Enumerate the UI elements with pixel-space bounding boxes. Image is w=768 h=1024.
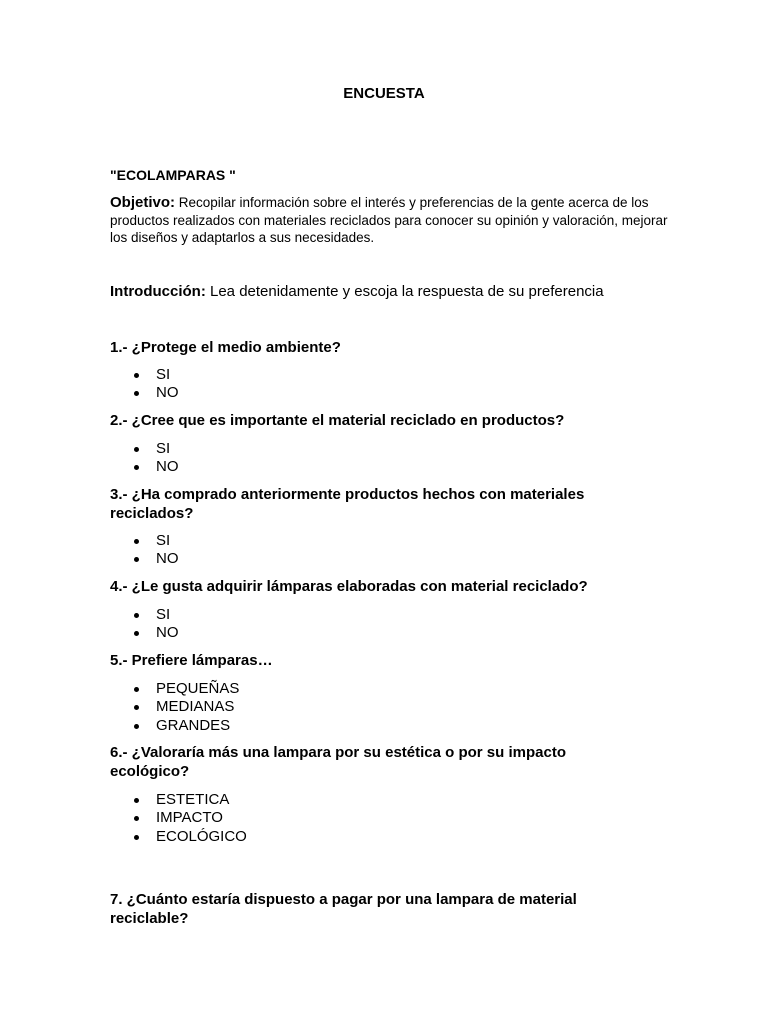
question-2: 2.- ¿Cree que es importante el material reciclado en productos?: [110, 412, 565, 429]
bullet-icon: [134, 631, 139, 636]
option-label: MEDIANAS: [156, 698, 235, 716]
bullet-icon: [134, 391, 139, 396]
option-item: [110, 624, 179, 642]
bullet-icon: [134, 447, 139, 452]
option-label: SI: [156, 440, 171, 457]
option-label: IMPACTO: [156, 809, 223, 827]
introduction-paragraph: [110, 283, 710, 301]
option-item: [110, 366, 179, 384]
bullet-icon: [134, 465, 139, 470]
bullet-icon: [134, 724, 139, 729]
question-3-options: [110, 532, 179, 569]
question-2-options: [110, 440, 179, 477]
question-6: 6.- ¿Valoraría más una lampara por su estética o por su impacto ecológico?: [110, 744, 566, 780]
option-label: PEQUEÑAS: [156, 680, 240, 697]
bullet-icon: [134, 816, 139, 821]
bullet-icon: [134, 557, 139, 562]
option-label: NO: [156, 624, 179, 642]
option-item: [110, 698, 239, 716]
option-label: SI: [156, 532, 171, 549]
option-label: NO: [156, 550, 179, 568]
option-item: [110, 532, 179, 550]
survey-name: "ECOLAMPARAS ": [110, 167, 236, 183]
bullet-icon: [134, 705, 139, 710]
introduction-text: Lea detenidamente y escoja la respuesta de su preferencia: [205, 283, 604, 300]
bullet-icon: [134, 835, 139, 840]
option-item: [110, 440, 179, 458]
option-label: NO: [156, 384, 179, 402]
question-1: 1.- ¿Protege el medio ambiente?: [110, 339, 341, 356]
option-item: [110, 384, 179, 402]
objective-text: Recopilar información sobre el interés y preferencias de la gente acerca de los productos realizados con materiales reciclados para conocer su opinión y valoración, mejorar los diseños y adaptarlos a sus necesidades.: [110, 195, 668, 245]
option-item: [110, 717, 239, 735]
objective-label: Objetivo:: [110, 194, 176, 211]
option-item: [110, 606, 179, 624]
option-label: SI: [156, 606, 171, 623]
question-6-options: [110, 791, 247, 846]
question-3: 3.- ¿Ha comprado anteriormente productos hechos con materiales reciclados?: [110, 486, 585, 522]
option-label: NO: [156, 458, 179, 476]
question-1-options: [110, 366, 179, 403]
question-5: 5.- Prefiere lámparas…: [110, 652, 273, 669]
option-label: ESTETICA: [156, 791, 230, 808]
question-5-options: [110, 680, 239, 735]
option-item: [110, 809, 247, 827]
option-label: ECOLÓGICO: [156, 827, 247, 845]
bullet-icon: [134, 613, 139, 618]
option-item: [110, 680, 239, 698]
bullet-icon: [134, 687, 139, 692]
option-item: [110, 791, 247, 809]
bullet-icon: [134, 373, 139, 378]
bullet-icon: [134, 539, 139, 544]
document-title: ENCUESTA: [343, 85, 425, 102]
option-label: GRANDES: [156, 716, 231, 734]
option-item: [110, 828, 247, 846]
bullet-icon: [134, 798, 139, 803]
question-7: 7. ¿Cuánto estaría dispuesto a pagar por una lampara de material reciclable?: [110, 891, 577, 927]
option-item: [110, 550, 179, 568]
option-label: SI: [156, 366, 171, 383]
option-item: [110, 458, 179, 476]
question-4-options: [110, 606, 179, 643]
objective-paragraph: [110, 194, 670, 247]
introduction-label: Introducción:: [110, 283, 206, 300]
question-4: 4.- ¿Le gusta adquirir lámparas elaboradas con material reciclado?: [110, 578, 588, 595]
